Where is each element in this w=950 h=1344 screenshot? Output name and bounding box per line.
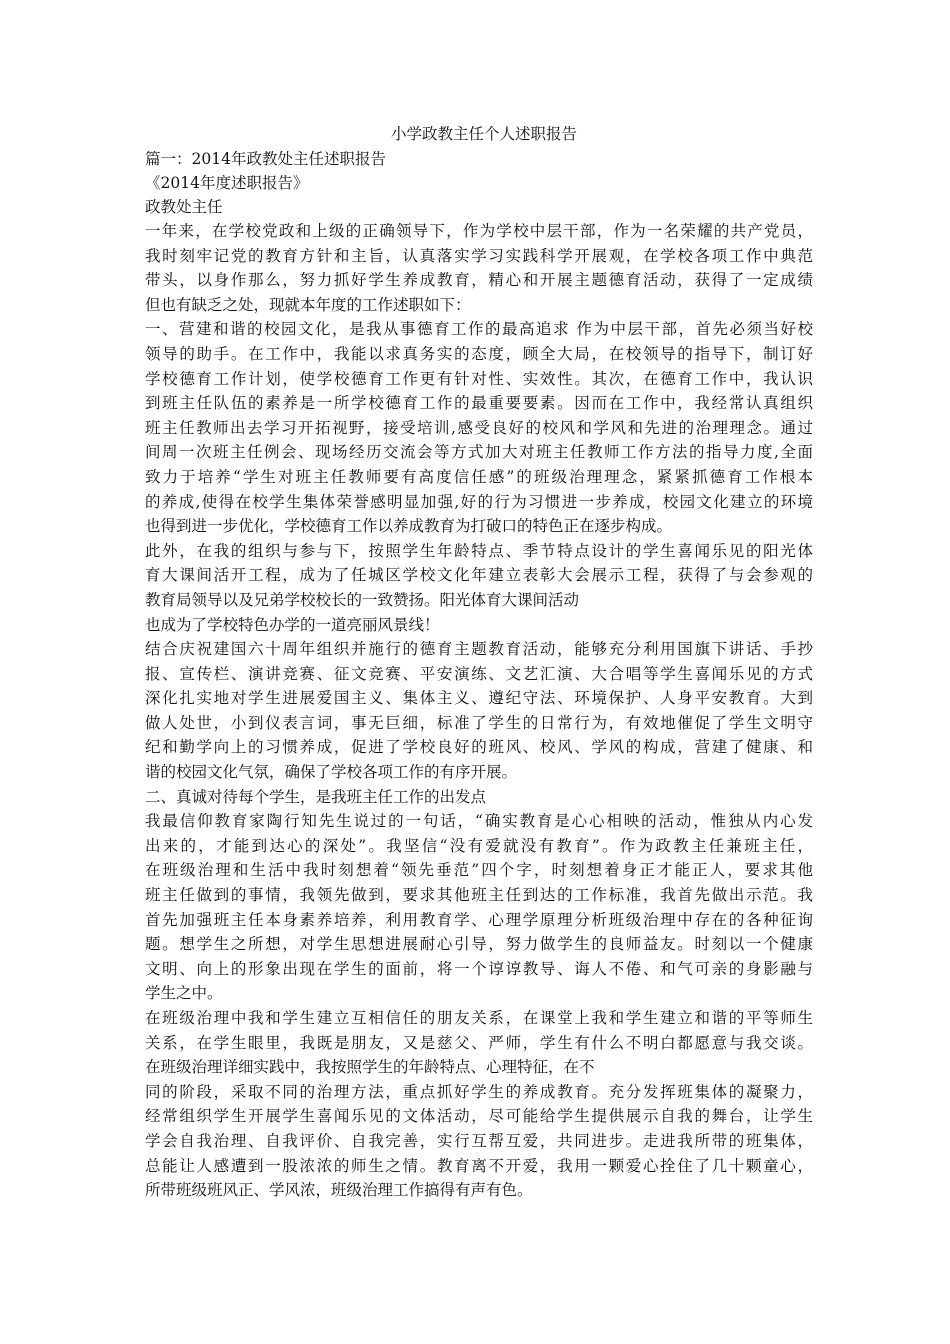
paragraph-line: 深化扎实地对学生进展爱国主义、集体主义、遵纪守法、环境保护、人身平安教育。大到 xyxy=(145,689,813,708)
paragraph xyxy=(145,613,813,638)
paragraph xyxy=(145,785,813,810)
paragraph-line: 在班级治理和生活中我时刻想着“领先垂范”四个字，时刻想着身正才能正人，要求其他 xyxy=(145,861,813,880)
paragraph-line: 领导的助手。在工作中，我能以求真务实的态度，顾全大局，在校领导的指导下，制订好 xyxy=(145,344,813,363)
paragraph xyxy=(145,1080,813,1203)
paragraph-line: 教育局领导以及兄弟学校校长的一致赞扬。阳光体育大课间活动 xyxy=(145,590,580,609)
document-page xyxy=(145,121,813,1203)
paragraph xyxy=(145,1006,813,1080)
paragraph-line: 谐的校园文化气氛，确保了学校各项工作的有序开展。 xyxy=(145,763,518,782)
paragraph-line: 文明、向上的形象出现在学生的面前，将一个谆谆教导、诲人不倦、和气可亲的身影融与 xyxy=(145,959,813,978)
paragraph-line: 首先加强班主任本身素养培养，利用教育学、心理学原理分析班级治理中存在的各种征询 xyxy=(145,910,813,929)
paragraph-line: 班主任做到的事情，我领先做到，要求其他班主任到达的工作标准，我首先做出示范。我 xyxy=(145,886,813,905)
paragraph-line: 带头，以身作那么，努力抓好学生养成教育，精心和开展主题德育活动，获得了一定成绩 xyxy=(145,271,813,290)
paragraph-line: 我时刻牢记党的教育方针和主旨，认真落实学习实践科学开展观，在学校各项工作中典范 xyxy=(145,246,813,265)
paragraph-line: 学生之中。 xyxy=(145,984,223,1003)
paragraph-line: 出来的，才能到达心的深处”。我坚信“没有爱就没有教育”。作为政教主任兼班主任， xyxy=(145,836,813,855)
paragraph xyxy=(145,219,813,317)
paragraph-line: 学会自我治理、自我评价、自我完善，实行互帮互爱，共同进步。走进我所带的班集体， xyxy=(145,1131,813,1150)
paragraph-line: 题。想学生之所想，对学生思想进展耐心引导，努力做学生的良师益友。时刻以一个健康 xyxy=(145,935,813,954)
paragraph-line: 同的阶段，采取不同的治理方法，重点抓好学生的养成教育。充分发挥班集体的凝聚力， xyxy=(145,1082,813,1101)
paragraph-line: 间周一次班主任例会、现场经历交流会等方式加大对班主任教师工作方法的指导力度,全面 xyxy=(145,443,813,462)
paragraph-line: 一年来，在学校党政和上级的正确领导下，作为学校中层干部，作为一名荣耀的共产党员， xyxy=(145,222,813,240)
paragraph-line: 关系，在学生眼里，我既是朋友，又是慈父、严师，学生有什么不明白都愿意与我交谈。 xyxy=(145,1033,813,1052)
section-heading: 篇一：2014年政教处主任述职报告 xyxy=(145,150,386,168)
paragraph-line: 报、宣传栏、演讲竞赛、征文竞赛、平安演练、文艺汇演、大合唱等学生喜闻乐见的方式 xyxy=(145,664,813,683)
paragraph-line: 也成为了学校特色办学的一道亮丽风景线！ xyxy=(145,615,440,634)
paragraph-line: 经常组织学生开展学生喜闻乐见的文体活动，尽可能给学生提供展示自我的舞台，让学生 xyxy=(145,1107,813,1126)
paragraph-line: 的养成,使得在校学生集体荣誉感明显加强,好的行为习惯进一步养成，校园文化建立的环境 xyxy=(145,492,813,511)
document-body xyxy=(145,219,813,1203)
paragraph-line: 但也有缺乏之处，现就本年度的工作述职如下： xyxy=(145,295,471,314)
paragraph-line: 此外，在我的组织与参与下，按照学生年龄特点、季节特点设计的学生喜闻乐见的阳光体 xyxy=(145,541,813,560)
paragraph-line: 学校德育工作计划，使学校德育工作更有针对性、实效性。其次，在德育工作中，我认识 xyxy=(145,369,813,388)
paragraph-line: 一、营建和谐的校园文化，是我从事德育工作的最高追求 作为中层干部，首先必须当好校 xyxy=(145,320,813,339)
paragraph-line: 班主任教师出去学习开拓视野，接受培训,感受良好的校风和学风和先进的治理理念。通过 xyxy=(145,418,813,437)
document-title: 小学政教主任个人述职报告 xyxy=(390,125,577,143)
paragraph-line: 致力于培养“学生对班主任教师要有高度信任感”的班级治理理念，紧紧抓德育工作根本 xyxy=(145,467,813,486)
paragraph-line: 我最信仰教育家陶行知先生说过的一句话，“确实教育是心心相映的活动，惟独从内心发 xyxy=(145,812,813,831)
paragraph-line: 二、真诚对待每个学生，是我班主任工作的出发点 xyxy=(145,787,487,806)
author-role: 政教处主任 xyxy=(145,198,223,216)
paragraph-line: 纪和勤学向上的习惯养成，促进了学校良好的班风、校风、学风的构成，营建了健康、和 xyxy=(145,738,813,757)
paragraph xyxy=(145,637,813,785)
paragraph-line: 在班级治理详细实践中，我按照学生的年龄特点、心理特征，在不 xyxy=(145,1058,595,1077)
paragraph-line: 总能让人感遭到一股浓浓的师生之情。教育离不开爱，我用一颗爱心拴住了几十颗童心， xyxy=(145,1156,813,1175)
paragraph-line: 育大课间活开工程，成为了任城区学校文化年建立表彰大会展示工程，获得了与会参观的 xyxy=(145,566,813,585)
paragraph-line: 做人处世，小到仪表言词，事无巨细，标准了学生的日常行为，有效地催促了学生文明守 xyxy=(145,713,813,732)
paragraph-line: 在班级治理中我和学生建立互相信任的朋友关系，在课堂上我和学生建立和谐的平等师生 xyxy=(145,1009,813,1027)
report-title: 《2014年度述职报告》 xyxy=(145,174,309,192)
paragraph xyxy=(145,809,813,1006)
paragraph-line: 到班主任队伍的素养是一所学校德育工作的最重要要素。因而在工作中，我经常认真组织 xyxy=(145,394,813,413)
paragraph xyxy=(145,539,813,613)
paragraph-line: 也得到进一步优化，学校德育工作以养成教育为打破口的特色正在逐步构成。 xyxy=(145,517,673,536)
paragraph-line: 结合庆祝建国六十周年组织并施行的德育主题教育活动，能够充分利用国旗下讲话、手抄 xyxy=(145,640,813,659)
paragraph xyxy=(145,317,813,538)
paragraph-line: 所带班级班风正、学风浓，班级治理工作搞得有声有色。 xyxy=(145,1181,533,1200)
